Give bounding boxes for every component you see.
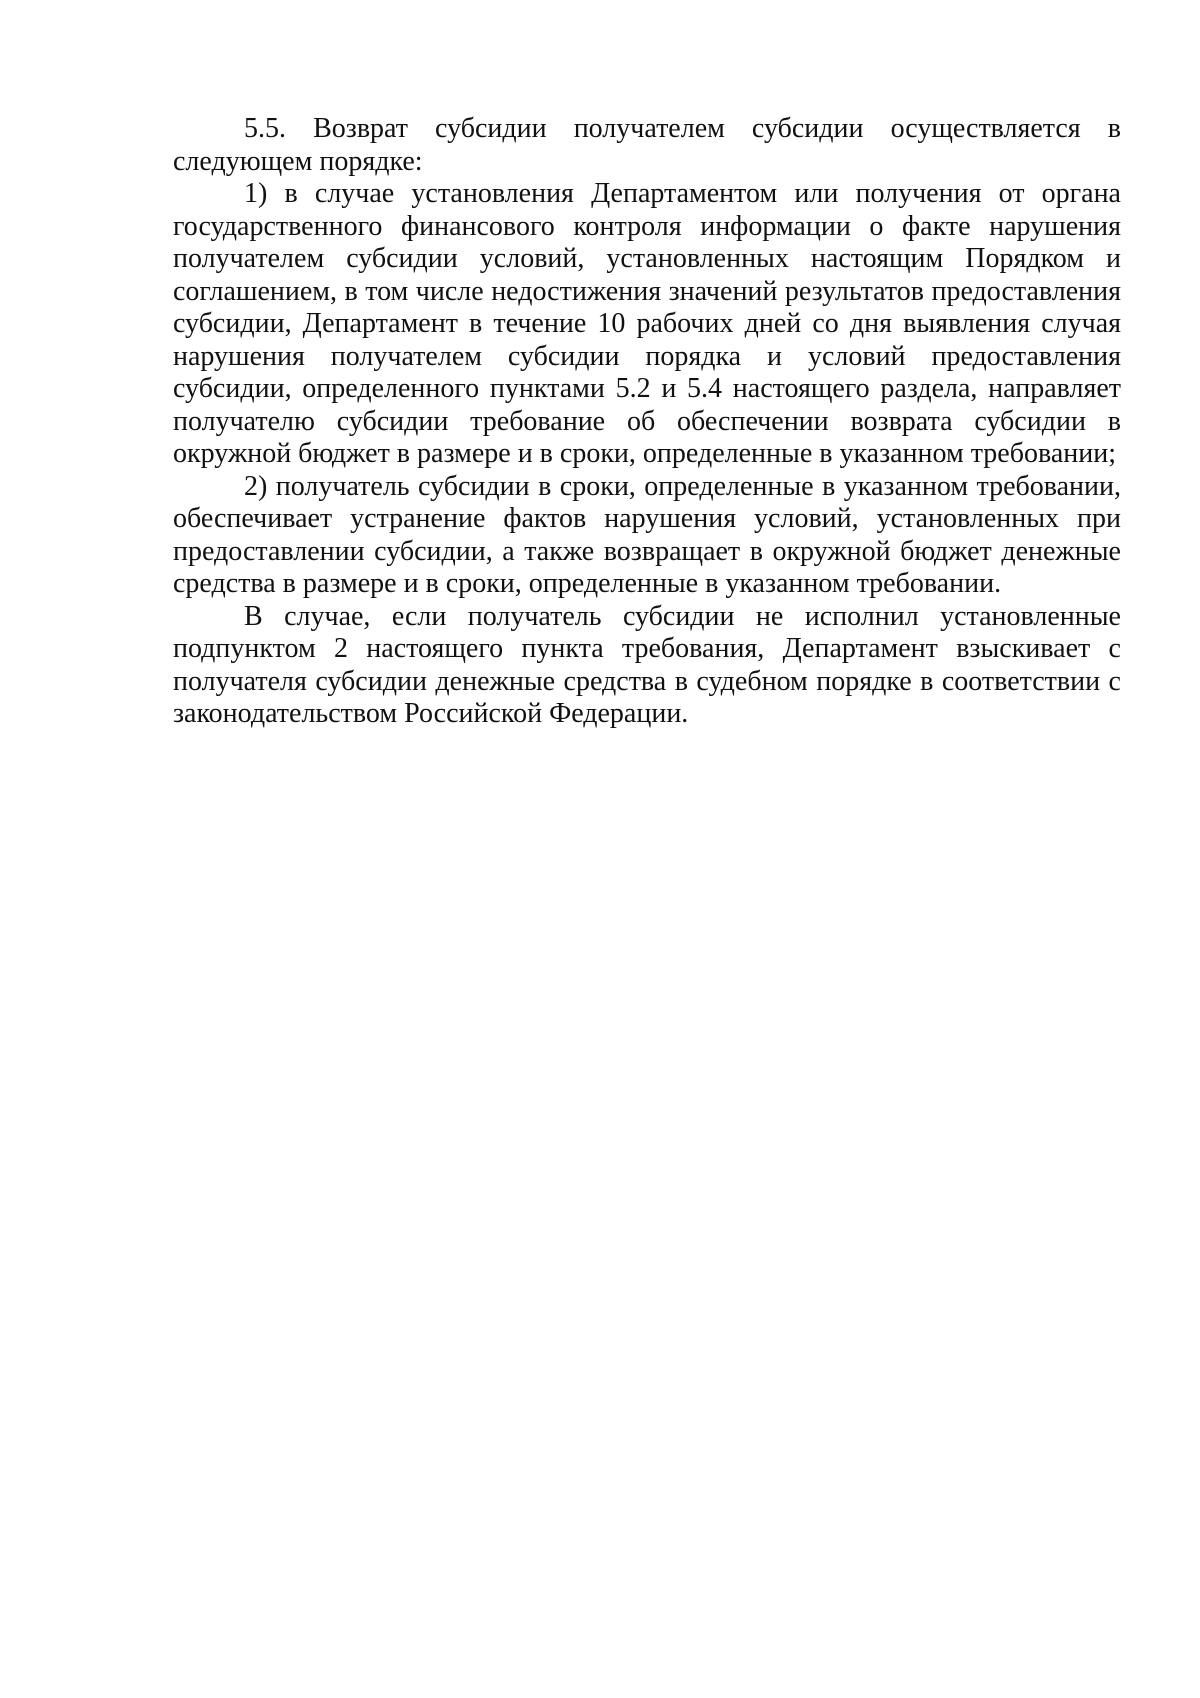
paragraph-5-5: 5.5. Возврат субсидии получателем субсидии осуществляется в следующем порядке: xyxy=(173,113,1121,177)
paragraph-item-2: 2) получатель субсидии в сроки, определенные в указанном требовании, обеспечивает устранение фактов нарушения условий, установленных при предоставлении субсидии, а также возвращает в окружной бюджет денежные средства в размере и в сроки, определенные в указанном требовании. xyxy=(173,470,1121,599)
paragraph-item-1: 1) в случае установления Департаментом или получения от органа государственного финансового контроля информации о факте нарушения получателем субсидии условий, установленных настоящим Порядком и соглашением, в том числе недостижения значений результатов предоставления субсидии, Департамент в течение 10 рабочих дней со дня выявления случая нарушения получателем субсидии порядка и условий предоставления субсидии, определенного пунктами 5.2 и 5.4 настоящего раздела, направляет получателю субсидии требование об обеспечении возврата субсидии в окружной бюджет в размере и в сроки, определенные в указанном требовании; xyxy=(173,178,1121,469)
paragraph-enforcement: В случае, если получатель субсидии не исполнил установленные подпунктом 2 настоящего пункта требования, Департамент взыскивает с получателя субсидии денежные средства в судебном порядке в соответствии с законодательством Российской Федерации. xyxy=(173,600,1121,729)
document-body xyxy=(173,113,1121,731)
